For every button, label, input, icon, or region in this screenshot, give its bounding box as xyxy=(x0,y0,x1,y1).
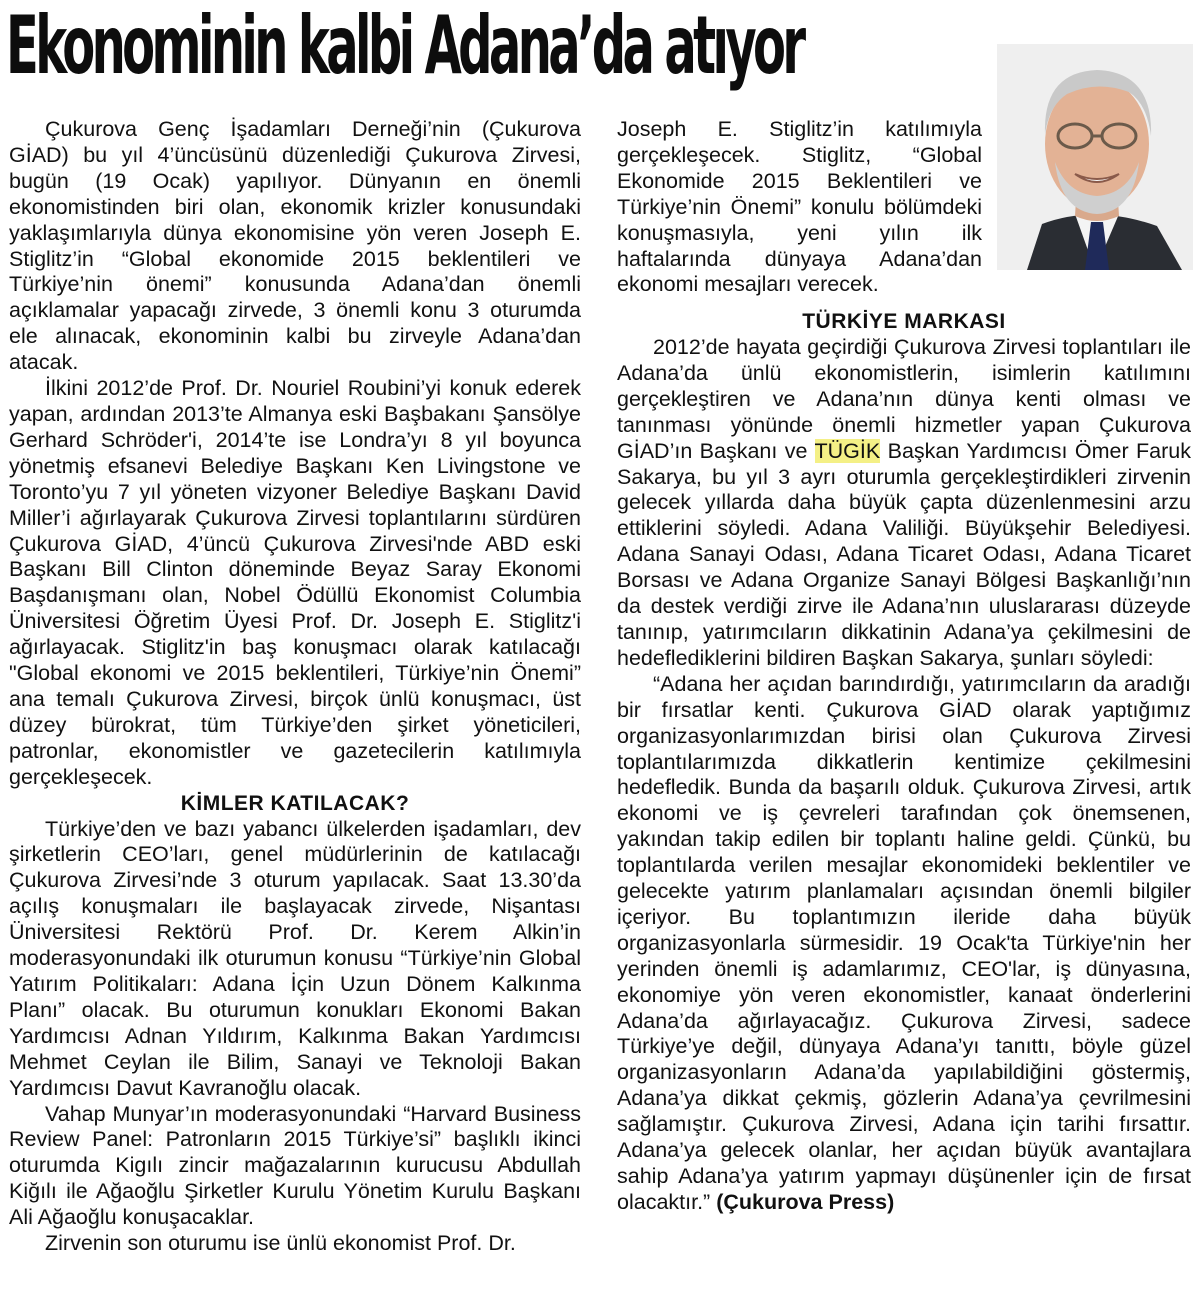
headline: Ekonominin kalbi Adana’da atıyor xyxy=(6,0,803,92)
article-paragraph: Türkiye’den ve bazı yabancı ülkelerden işadamları, dev şirketlerin CEO’ları, genel müdürlerinin de katılacağı Çukurova Zirvesi’nde 3 oturum yapılacak. Saat 13.30’da açılış konuşmaları ile başlayacak zirvede, Nişantası Üniversitesi Rektörü Prof. Dr. Kerem Alkin’in moderasyonundaki ilk oturumun konusu “Türkiye’nin Global Yatırım Politikaları: Adana İçin Uzun Dönem Kalkınma Planı” olacak. Bu oturumun konukları Ekonomi Bakan Yardımcısı Adnan Yıldırım, Kalkınma Bakan Yardımcısı Mehmet Ceylan ile Bilim, Sanayi ve Teknoloji Bakan Yardımcısı Davut Kavranoğlu olacak. xyxy=(9,816,581,1100)
article-column-right-top xyxy=(617,117,982,298)
source-credit: (Çukurova Press) xyxy=(716,1189,895,1214)
article-paragraph: Joseph E. Stiglitz’in katılımıyla gerçekleşecek. Stiglitz, “Global Ekonomide 2015 Beklentileri ve Türkiye’nin Önemi” konulu bölümdeki konuşmasıyla, yeni yılın ilk haftalarında dünyaya Adana’dan ekonomi mesajları verecek. xyxy=(617,117,982,297)
article-column-right xyxy=(617,309,1191,1216)
portrait-photo xyxy=(997,44,1193,270)
article-paragraph: Zirvenin son oturumu ise ünlü ekonomist Prof. Dr. xyxy=(45,1231,516,1256)
paragraph-text: Başkan Yardımcısı Ömer Faruk Sakarya, bu yıl 3 ayrı oturumla gerçekleştirdikleri zirvenin gelecek yıllarda daha büyük çapta düzenlenmesini arzu ettiklerini söyledi. Adana Valiliği. Büyükşehir Belediyesi. Adana Sanayi Odası, Adana Ticaret Odası, Adana Ticaret Borsası ve Adana Organize Sanayi Bölgesi Başkanlığı’nın da destek verdiği zirve ile Adana’nın uluslararası düzeyde tanınıp, yatırımcıların dikkatinin Adana’ya çekilmesini de hedeflediklerini bildiren Başkan Sakarya, şunları söyledi: xyxy=(617,438,1191,670)
article-paragraph: İlkini 2012’de Prof. Dr. Nouriel Roubini’yi konuk ederek yapan, ardından 2013’te Almanya eski Başbakanı Şansölye Gerhard Schröder'i, 2014’te ise Londra’yı 8 yıl boyunca yönetmiş efsanevi Belediye Başkanı Ken Livingstone ve Toronto’yu 7 yıl yöneten vizyoner Belediye Başkanı David Miller’i ağırlayarak Çukurova Zirvesi toplantılarını sürdüren Çukurova GİAD, 4’üncü Çukurova Zirvesi'nde ABD eski Başkanı Bill Clinton döneminde Beyaz Saray Ekonomi Başdanışmanı olan, Nobel Ödüllü Ekonomist Columbia Üniversitesi Öğretim Üyesi Prof. Dr. Joseph E. Stiglitz'i ağırlayacak. Stiglitz'in baş konuşmacı olarak katılacağı "Global ekonomi ve 2015 beklentileri, Türkiye’nin Önemi” ana temalı Çukurova Zirvesi, birçok ünlü konuşmacı, üst düzey bürokrat, tüm Türkiye’den şirket yöneticileri, patronlar, ekonomistler ve gazetecilerin katılımıyla gerçekleşecek. xyxy=(9,376,581,789)
article-paragraph xyxy=(617,672,1191,1216)
portrait-illustration xyxy=(997,44,1193,270)
article-paragraph xyxy=(617,335,1191,672)
paragraph-text: 2012’de hayata geçirdiği Çukurova Zirvesi toplantıları ile Adana’da ünlü ekonomistlerin, isimlerin katılımını gerçekleştiren ve Adana’nın dünya kenti olması ve tanınması yönünde önemli hizmetler yapan Çukurova GİAD’ın Başkanı ve xyxy=(617,335,1191,463)
article-paragraph: Vahap Munyar’ın moderasyonundaki “Harvard Business Review Panel: Patronların 2015 Türkiye’si” başlıklı ikinci oturumda Kigılı zincir mağazalarının kurucusu Abdullah Kiğılı ile Ağaoğlu Şirketler Kurulu Yönetim Kurulu Başkanı Ali Ağaoğlu konuşacaklar. xyxy=(9,1101,581,1230)
quote-text: “Adana her açıdan barındırdığı, yatırımcıların da aradığı bir fırsatlar kenti. Çukurova GİAD olarak yaptığımız organizasyonlarımızdan birisi olan Çukurova Zirvesi toplantılarımızda dikkatlerin kentimize çekilmesini hedefledik. Bunda da başarılı olduk. Çukurova Zirvesi, artık ekonomi ve iş çevreleri tarafından çok önemsenen, yakından takip edilen bir toplantı haline geldi. Çünkü, bu toplantılarda verilen mesajlar ekonomideki beklentiler ve gelecekte yatırım planlamaları açısından önemli bilgiler içeriyor. Bu toplantımızın ileride daha büyük organizasyonlarla sürmesidir. 19 Ocak'ta Türkiye'nin her yerinden önemli iş adamlarımız, CEO'lar, iş dünyasına, ekonomiye yön veren ekonomistler, kanaat önderlerini Adana’da ağırlayacağız. Çukurova Zirvesi, sadece Türkiye’ye değil, dünyaya Adana’yı tanıttı, böyle güzel organizasyonların Adana’da yapılabildiğini göstermiş, Adana’ya dikkat çekmiş, gözlerin Adana’ya çevrilmesini sağlamıştır. Çukurova Zirvesi, Adana için tarihi fırsattır. Adana’ya gelecek olanlar, her açıdan büyük avantajlara sahip Adana’ya yatırım yapmayı düşünenler için de fırsat olacaktır.” xyxy=(617,671,1191,1214)
article-column-left xyxy=(9,117,581,1257)
highlighted-term: TÜGİK xyxy=(814,438,881,463)
article-paragraph: Çukurova Genç İşadamları Derneği’nin (Çukurova GİAD) bu yıl 4’üncüsünü düzenlediği Çukurova Zirvesi, bugün (19 Ocak) yapılıyor. Dünyanın en önemli ekonomistinden biri olan, ekonomik krizler konusundaki yaklaşımlarıyla dünya ekonomisine yön veren Joseph E. Stiglitz’in “Global ekonomide 2015 beklentileri ve Türkiye’nin önemi” konusunda Adana’dan önemli açıklamalar yapacağı zirvede, 3 önemli konu 3 oturumda ele alınacak, ekonominin kalbi bu zirveyle Adana’dan atacak. xyxy=(9,117,581,375)
subheading-turkiye-markasi: TÜRKİYE MARKASI xyxy=(802,310,1006,333)
subheading-kimler-katilacak: KİMLER KATILACAK? xyxy=(180,791,410,815)
